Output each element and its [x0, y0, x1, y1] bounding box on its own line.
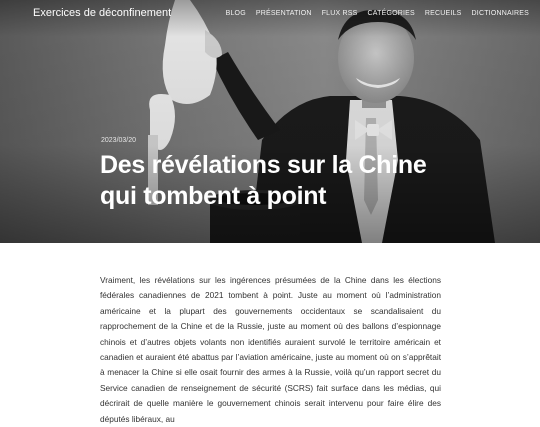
main-menu [226, 10, 529, 17]
nav-item-collections[interactable]: RECUEILS [424, 10, 462, 17]
nav-item-dictionaries[interactable]: DICTIONNAIRES [471, 10, 529, 17]
nav-item-categories[interactable]: CATÉGORIES [367, 10, 415, 17]
post-title: Des révélations sur la Chine qui tombent à point [100, 151, 427, 210]
post-date: 2023/03/20 [101, 137, 137, 144]
nav-item-rss-feed[interactable]: FLUX RSS [321, 10, 358, 17]
site-title-link[interactable]: Exercices de déconfinement [33, 7, 172, 19]
nav-item-presentation[interactable]: PRÉSENTATION [255, 10, 312, 17]
nav-item-blog[interactable]: BLOG [225, 10, 246, 17]
article-paragraph: Vraiment, les révélations sur les ingérences présumées de la Chine dans les élections fédérales canadiennes de 2021 tombent à point. Juste au moment où l’administration américaine et la plupart des gouvernements occidentaux se scandalisaient du rapprochement de la Chine et de la Russie, juste au moment où des ballons d’espionnage chinois et d’autres objets volants non identifiés auraient survolé le territoire américain et canadien et auraient été abattus par l’aviation américaine, juste au moment où on s’apprêtait à menacer la Chine si elle osait fournir des armes à la Russie, voilà qu’un rapport secret du Service canadien de renseignement de sécurité (SCRS) fait surface dans les médias, qui décrirait de quelle manière le gouvernement chinois serait intervenu pour faire élire des députés libéraux, au [100, 275, 441, 424]
top-navigation [0, 0, 540, 28]
